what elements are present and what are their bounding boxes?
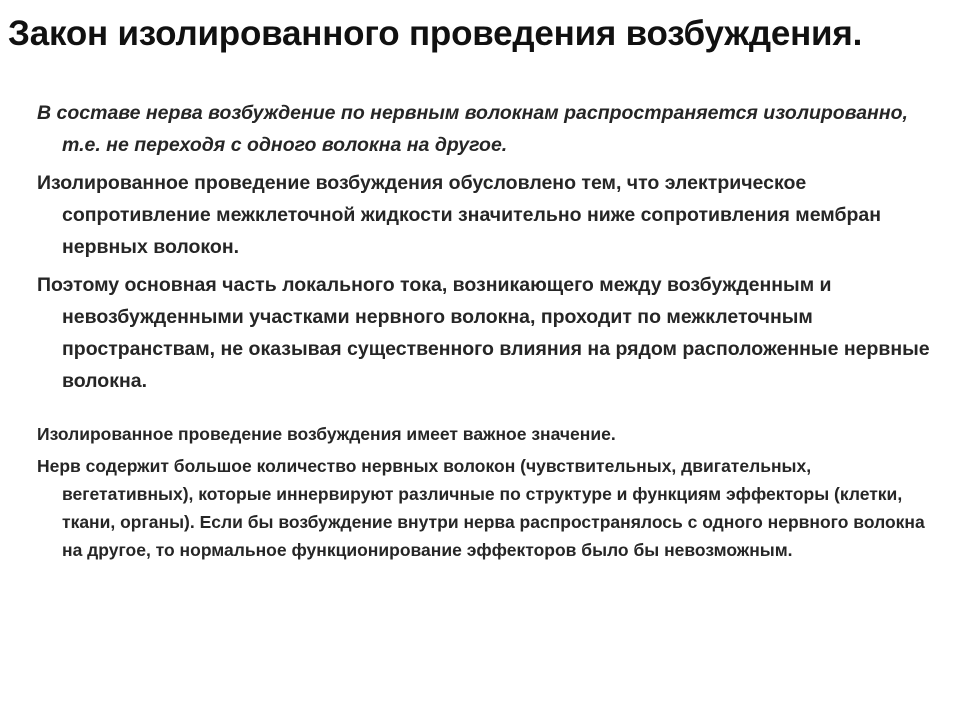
slide-title: Закон изолированного проведения возбуждения.: [8, 14, 863, 53]
slide-body: [37, 97, 932, 564]
paragraph-nerve-fibers: Нерв содержит большое количество нервных волокон (чувствительных, двигательных, вегетативных), которые иннервируют различные по структуре и функциям эффекторы (клетки, ткани, органы). Если бы возбуждение внутри нерва распространялось с одного нервного волокна на другое, то нормальное функционирование эффекторов было бы невозможным.: [37, 456, 925, 560]
paragraph-local-current: Поэтому основная часть локального тока, возникающего между возбужденным и невозбужденными участками нервного волокна, проходит по межклеточным пространствам, не оказывая существенного влияния на рядом расположенные нервные волокна.: [37, 274, 930, 392]
paragraph-resistance-cause: Изолированное проведение возбуждения обусловлено тем, что электрическое сопротивление межклеточной жидкости значительно ниже сопротивления мембран нервных волокон.: [37, 172, 882, 258]
paragraph-importance: Изолированное проведение возбуждения имеет важное значение.: [37, 424, 616, 444]
paragraph-isolated-propagation: В составе нерва возбуждение по нервным волокнам распространяется изолированно, т.е. не переходя с одного волокна на другое.: [37, 102, 908, 156]
